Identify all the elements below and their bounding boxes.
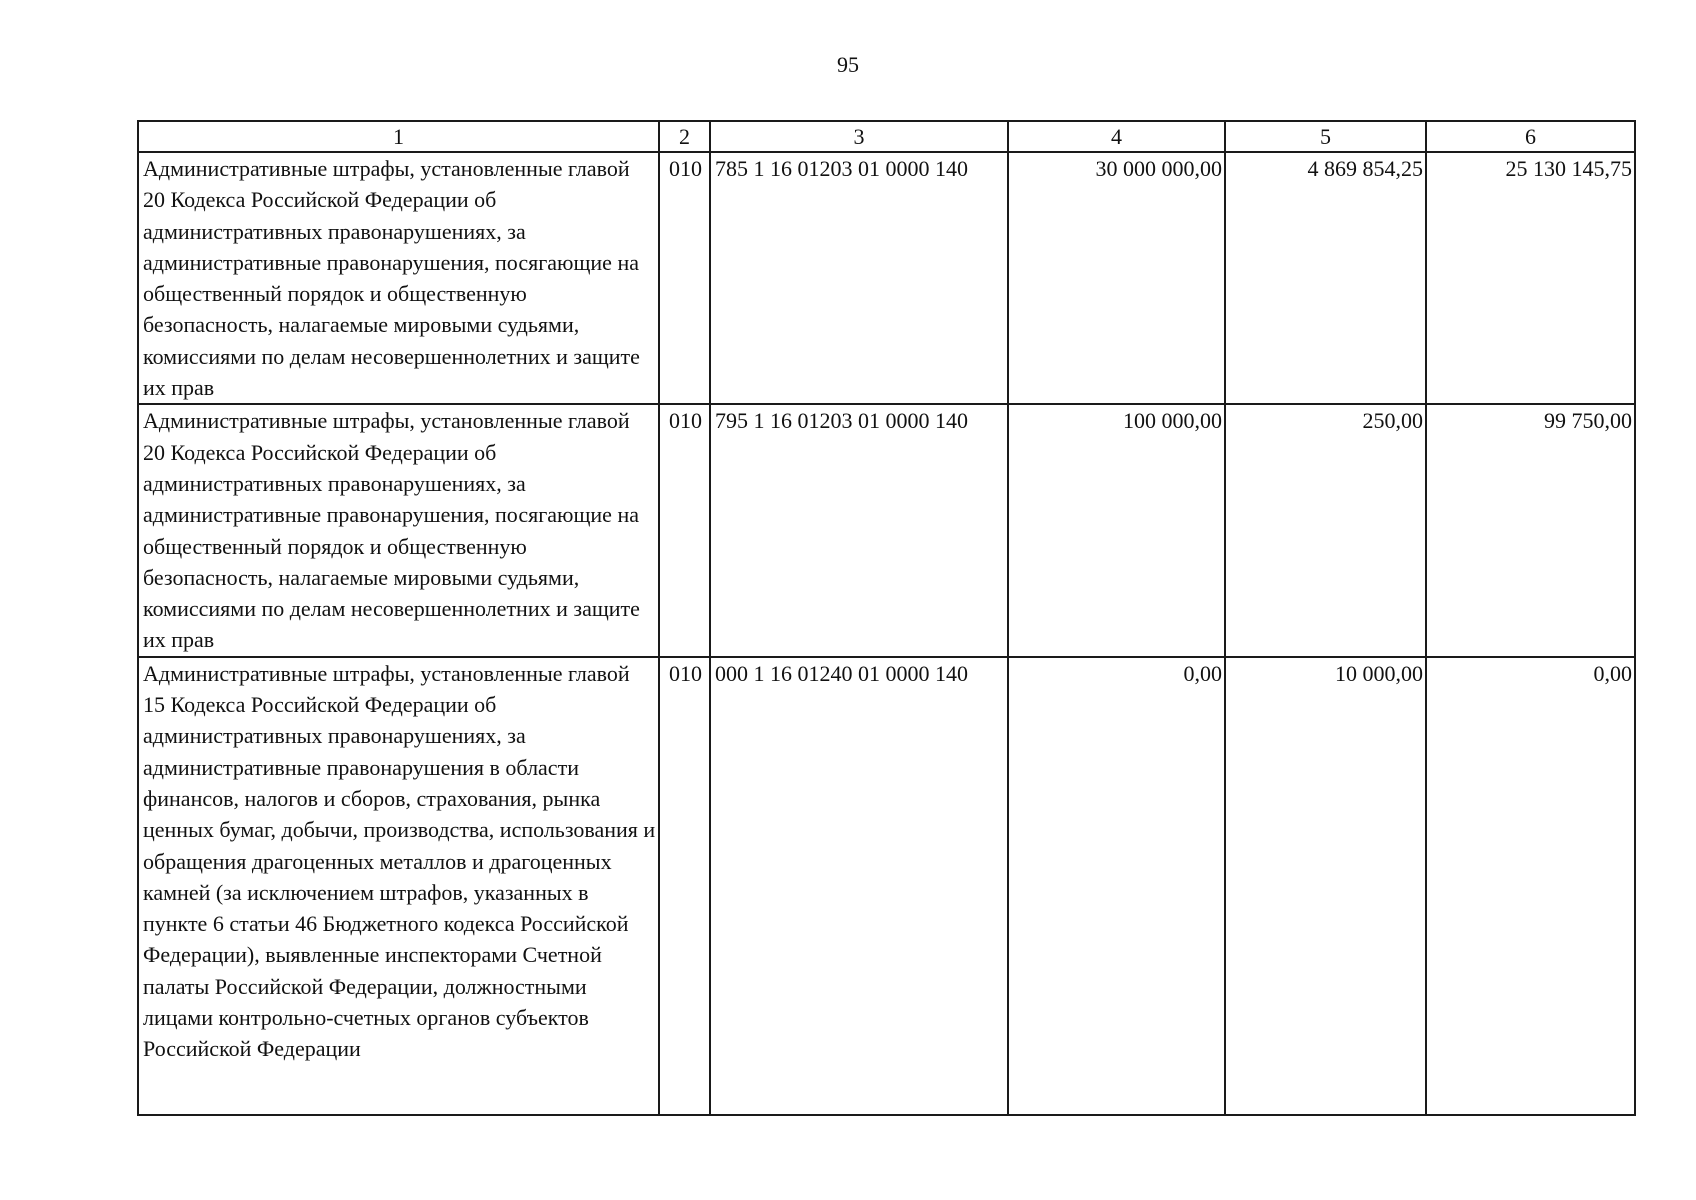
- row-executed-amount: 10 000,00: [1225, 657, 1426, 1115]
- row-description: Административные штрафы, установленные главой 20 Кодекса Российской Федерации об административных правонарушениях, за административные правонарушения, посягающие на общественный порядок и общественную безопасность, налагаемые мировыми судьями, комиссиями по делам несовершеннолетних и защите их прав: [138, 404, 659, 656]
- table-row: [138, 152, 1635, 404]
- column-header-4: 4: [1008, 121, 1225, 152]
- row-executed-amount: 4 869 854,25: [1225, 152, 1426, 404]
- row-line-code: 010: [659, 404, 710, 656]
- row-income-code: 000 1 16 01240 01 0000 140: [710, 657, 1008, 1115]
- row-income-code: 795 1 16 01203 01 0000 140: [710, 404, 1008, 656]
- table-row: [138, 404, 1635, 656]
- header-row: [138, 121, 1635, 152]
- row-line-code: 010: [659, 152, 710, 404]
- row-line-code: 010: [659, 657, 710, 1115]
- row-income-code: 785 1 16 01203 01 0000 140: [710, 152, 1008, 404]
- row-description: Административные штрафы, установленные главой 20 Кодекса Российской Федерации об административных правонарушениях, за административные правонарушения, посягающие на общественный порядок и общественную безопасность, налагаемые мировыми судьями, комиссиями по делам несовершеннолетних и защите их прав: [138, 152, 659, 404]
- column-header-3: 3: [710, 121, 1008, 152]
- table-header: [138, 121, 1635, 152]
- table-body: [138, 152, 1635, 1115]
- row-approved-amount: 30 000 000,00: [1008, 152, 1225, 404]
- row-approved-amount: 0,00: [1008, 657, 1225, 1115]
- report-table: [137, 120, 1636, 1116]
- row-executed-amount: 250,00: [1225, 404, 1426, 656]
- column-header-6: 6: [1426, 121, 1635, 152]
- table-row: [138, 657, 1635, 1115]
- column-header-1: 1: [138, 121, 659, 152]
- row-unexecuted-amount: 99 750,00: [1426, 404, 1635, 656]
- page-number: 95: [837, 52, 859, 77]
- row-unexecuted-amount: 25 130 145,75: [1426, 152, 1635, 404]
- column-header-5: 5: [1225, 121, 1426, 152]
- row-unexecuted-amount: 0,00: [1426, 657, 1635, 1115]
- column-header-2: 2: [659, 121, 710, 152]
- row-approved-amount: 100 000,00: [1008, 404, 1225, 656]
- row-description: Административные штрафы, установленные главой 15 Кодекса Российской Федерации об административных правонарушениях, за административные правонарушения в области финансов, налогов и сборов, страхования, рынка ценных бумаг, добычи, производства, использования и обращения драгоценных металлов и драгоценных камней (за исключением штрафов, указанных в пункте 6 статьи 46 Бюджетного кодекса Российской Федерации), выявленные инспекторами Счетной палаты Российской Федерации, должностными лицами контрольно-счетных органов субъектов Российской Федерации: [138, 657, 659, 1115]
